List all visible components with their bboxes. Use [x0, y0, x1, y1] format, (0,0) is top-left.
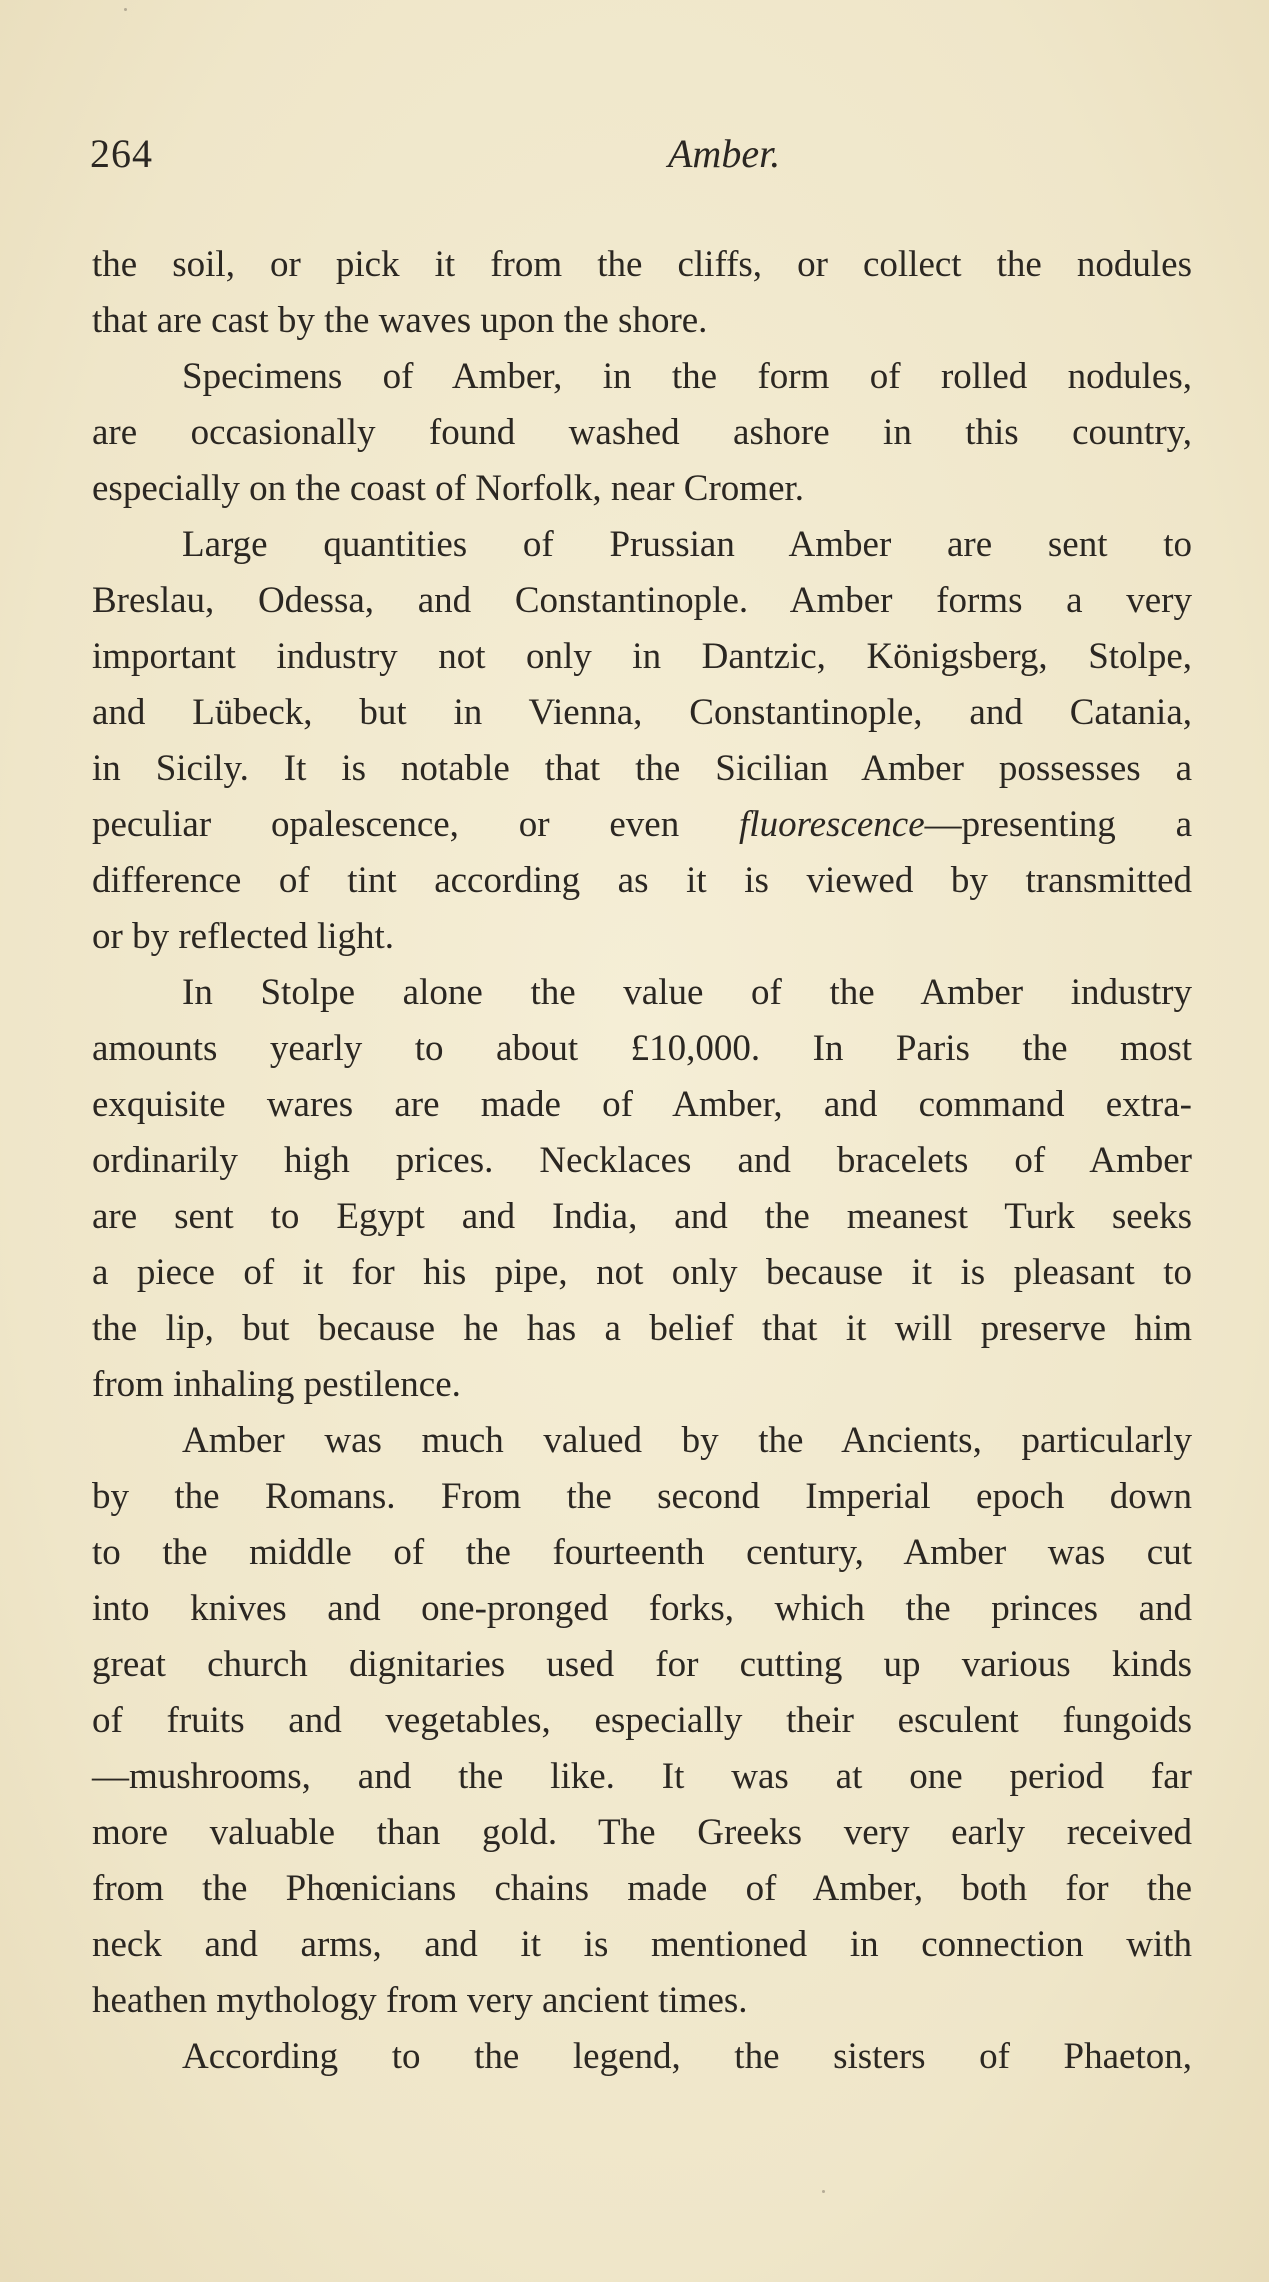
- page-number: 264: [90, 131, 153, 176]
- text-line: the soil, or pick it from the cliffs, or collect the nodules: [92, 244, 1192, 285]
- text-line: —mushrooms, and the like. It was at one period far: [92, 1756, 1192, 1797]
- text-line: great church dignitaries used for cutting up various kinds: [92, 1644, 1192, 1685]
- text-line: Breslau, Odessa, and Constantinople. Amber forms a very: [92, 580, 1192, 621]
- text-line: ordinarily high prices. Necklaces and bracelets of Amber: [92, 1140, 1192, 1181]
- paper-speck: [124, 8, 127, 11]
- text-line: by the Romans. From the second Imperial epoch down: [92, 1476, 1192, 1517]
- text-line: are occasionally found washed ashore in this country,: [92, 412, 1192, 453]
- text-line: important industry not only in Dantzic, Königsberg, Stolpe,: [92, 636, 1192, 677]
- italic-word: fluorescence: [739, 804, 925, 845]
- text-line: of fruits and vegetables, especially their esculent fungoids: [92, 1700, 1192, 1741]
- text-line: in Sicily. It is notable that the Sicilian Amber possesses a: [92, 748, 1192, 789]
- text-line: Specimens of Amber, in the form of rolled nodules,: [182, 356, 1192, 397]
- text-line: amounts yearly to about £10,000. In Paris the most: [92, 1028, 1192, 1069]
- text-line: difference of tint according as it is viewed by transmitted: [92, 860, 1192, 901]
- text-line: exquisite wares are made of Amber, and command extra-: [92, 1084, 1192, 1125]
- text-line: are sent to Egypt and India, and the meanest Turk seeks: [92, 1196, 1192, 1237]
- body-text: [92, 237, 1192, 2085]
- text-line: Amber was much valued by the Ancients, particularly: [182, 1420, 1192, 1461]
- paper-speck: [822, 2190, 825, 2193]
- text-line: neck and arms, and it is mentioned in connection with: [92, 1924, 1192, 1965]
- text-line: the lip, but because he has a belief that it will preserve him: [92, 1308, 1192, 1349]
- text-line: or by reflected light.: [92, 916, 395, 957]
- text-line: into knives and one-pronged forks, which the princes and: [92, 1588, 1192, 1629]
- text-line: Large quantities of Prussian Amber are sent to: [182, 524, 1192, 565]
- text-line: from the Phœnicians chains made of Amber, both for the: [92, 1868, 1192, 1909]
- text-line: peculiar opalescence, or even fluorescence—presenting a: [92, 804, 1192, 845]
- text-line: especially on the coast of Norfolk, near Cromer.: [92, 468, 805, 509]
- text-line: heathen mythology from very ancient times.: [92, 1980, 748, 2021]
- text-line: a piece of it for his pipe, not only because it is pleasant to: [92, 1252, 1192, 1293]
- text-line: from inhaling pestilence.: [92, 1364, 461, 1405]
- running-title: Amber.: [668, 131, 781, 176]
- text-line: more valuable than gold. The Greeks very early received: [92, 1812, 1192, 1853]
- text-line: In Stolpe alone the value of the Amber industry: [182, 972, 1192, 1013]
- text-line: to the middle of the fourteenth century, Amber was cut: [92, 1532, 1192, 1573]
- text-line: and Lübeck, but in Vienna, Constantinople, and Catania,: [92, 692, 1192, 733]
- page-header: [90, 130, 1190, 190]
- text-line: According to the legend, the sisters of Phaeton,: [182, 2036, 1192, 2077]
- text-line: that are cast by the waves upon the shore.: [92, 300, 708, 341]
